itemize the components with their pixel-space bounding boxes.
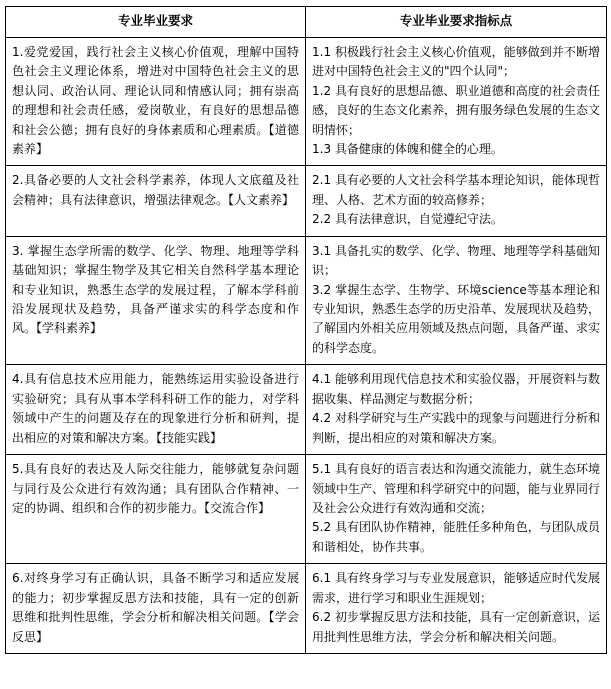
table-header [6,7,607,38]
requirement-cell [6,365,306,455]
requirement-text: 6.对终身学习有正确认识，具备不断学习和适应发展的能力；初步掌握反思方法和技能，具有一定的创新思维和批判性思维，学会分析和解决相关问题。【学会反思】 [12,571,299,644]
indicator-cell [306,564,607,654]
indicator-text: 4.2 对科学研究与生产实践中的现象与问题进行分析和判断，提出相应的对策和解决方案。 [312,411,600,445]
requirement-cell [6,455,306,564]
requirement-cell [6,564,306,654]
requirement-text: 4.具有信息技术应用能力，能熟练运用实验设备进行实验研究；具有从事本学科科研工作的能力，对学科领域中产生的问题及存在的现象进行分析和研判，提出相应的对策和解决方案。【技能实践】 [12,372,299,445]
table-row [6,455,607,564]
indicator-text: 4.1 能够利用现代信息技术和实验仪器，开展资料与数据收集、样品测定与数据分析； [312,372,600,406]
indicator-cell [306,365,607,455]
indicator-text: 6.1 具有终身学习与专业发展意识，能够适应时代发展需求，进行学习和职业生涯规划； [312,571,600,605]
requirement-text: 2.具备必要的人文社会科学素养，体现人文底蕴及社会精神；具有法律意识，增强法律观念。【人文素养】 [12,173,299,207]
indicator-cell [306,37,607,166]
indicator-text: 1.3 具备健康的体魄和健全的心理。 [312,141,503,156]
requirement-text: 3. 掌握生态学所需的数学、化学、物理、地理等学科基础知识；掌握生物学及其它相关自然科学基本理论和专业知识，熟悉生态学的发展过程，了解本学科前沿发展现状及趋势，具备严谨求实的科学态度和作风。【学科素养】 [12,243,299,336]
indicator-text: 5.1 具有良好的语言表达和沟通交流能力，就生态环境领域中生产、管理和科学研究中的问题，能与业界同行及社会公众进行有效沟通和交流； [312,462,601,515]
indicator-cell [306,455,607,564]
table-row [6,37,607,166]
table-row [6,564,607,654]
table-body [6,37,607,653]
indicator-text: 1.2 具有良好的思想品德、职业道德和高度的社会责任感，良好的生态文化素养，拥有服务绿色发展的生态文明情怀； [312,83,601,137]
indicator-text: 2.1 具有必要的人文社会科学基本理论知识，能体现哲理、人格、艺术方面的较高修养； [312,173,600,207]
indicator-text: 3.2 掌握生态学、生物学、环境science等基本理论和专业知识，熟悉生态学的历史沿革、发展现状及趋势，了解国内外相关应用领域及热点问题，具备严谨、求实的科学态度。 [312,282,601,355]
requirement-text: 5.具有良好的表达及人际交往能力，能够就复杂问题与同行及公众进行有效沟通；具有团队合作精神、一定的协调、组织和合作的初步能力。【交流合作】 [12,462,299,515]
table-header-row [6,7,607,38]
indicator-text: 2.2 具有法律意识，自觉遵纪守法。 [312,212,503,227]
indicator-text: 3.1 具备扎实的数学、化学、物理、地理等学科基础知识； [312,243,600,278]
table-row [6,365,607,455]
indicator-cell [306,236,607,365]
table-row [6,166,607,236]
requirement-cell [6,37,306,166]
column-header-requirement: 专业毕业要求 [6,7,306,38]
requirement-cell [6,236,306,365]
indicator-cell [306,166,607,236]
indicator-text: 5.2 具有团队协作精神，能胜任多种角色，与团队成员和谐相处，协作共事。 [312,520,600,554]
graduation-requirements-table [5,6,607,654]
indicator-text: 1.1 积极践行社会主义核心价值观，能够做到并不断增进对中国特色社会主义的"四个认同"； [312,44,600,79]
table-row [6,236,607,365]
requirement-cell [6,166,306,236]
indicator-text: 6.2 初步掌握反思方法和技能，具有一定创新意识，运用批判性思维方法，学会分析和解决相关问题。 [312,610,600,644]
column-header-indicator: 专业毕业要求指标点 [306,7,607,38]
requirement-text: 1.爱党爱国，践行社会主义核心价值观，理解中国特色社会主义理论体系，增进对中国特色社会主义的思想认同、政治认同、理论认同和情感认同；拥有崇高的理想和社会责任感，爱岗敬业，有良好的思想品德和社会公德；拥有良好的身体素质和心理素质。【道德素养】 [12,44,299,156]
